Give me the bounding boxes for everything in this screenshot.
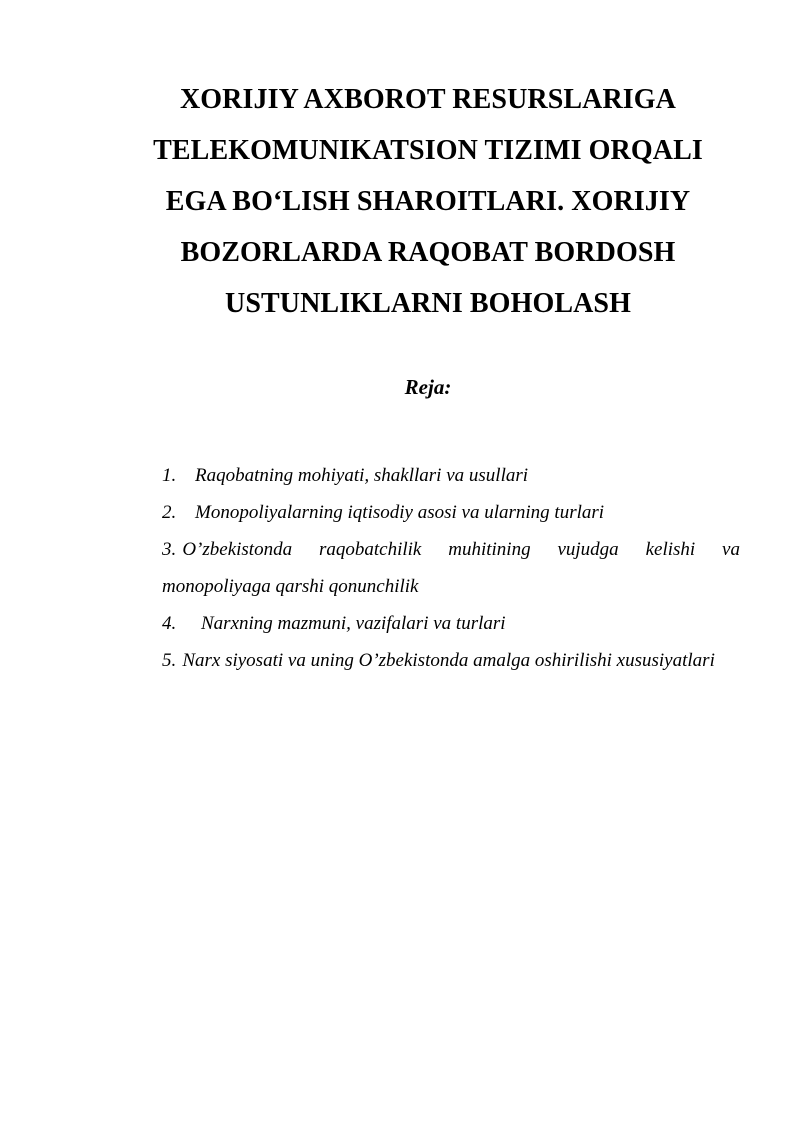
plan-item-4	[162, 605, 740, 642]
plan-item-number: 4.	[162, 613, 177, 634]
document-title	[118, 74, 738, 329]
plan-item-number: 2.	[162, 502, 177, 523]
plan-item-1	[162, 457, 740, 494]
plan-heading: Reja:	[404, 375, 452, 399]
plan-item-text: Narx siyosati va uning O’zbekistonda amalga oshirilishi xususiyatlari	[182, 650, 715, 671]
title-line: TELEKOMUNIKATSION TIZIMI ORQALI	[153, 135, 703, 166]
plan-item-text: Narxning mazmuni, vazifalari va turlari	[201, 613, 506, 634]
plan-item-text: Raqobatning mohiyati, shakllari va usullari	[195, 465, 529, 486]
title-line: EGA BO‘LISH SHAROITLARI. XORIJIY	[165, 186, 691, 217]
plan-item-5	[162, 642, 740, 679]
plan-item-number: 3.	[162, 539, 177, 560]
plan-list	[162, 457, 740, 679]
title-line: BOZORLARDA RAQOBAT BORDOSH	[180, 237, 676, 268]
plan-item-text: Monopoliyalarning iqtisodiy asosi va ularning turlari	[195, 502, 605, 523]
title-line: USTUNLIKLARNI BOHOLASH	[225, 288, 631, 319]
plan-item-text: O’zbekistonda raqobatchilik muhitining vujudga kelishi va monopoliyaga qarshi qonunchilik	[162, 539, 740, 597]
plan-item-3	[162, 531, 740, 605]
plan-item-2	[162, 494, 740, 531]
plan-item-number: 1.	[162, 465, 177, 486]
title-line: XORIJIY AXBOROT RESURSLARIGA	[179, 84, 676, 115]
plan-item-number: 5.	[162, 650, 177, 671]
